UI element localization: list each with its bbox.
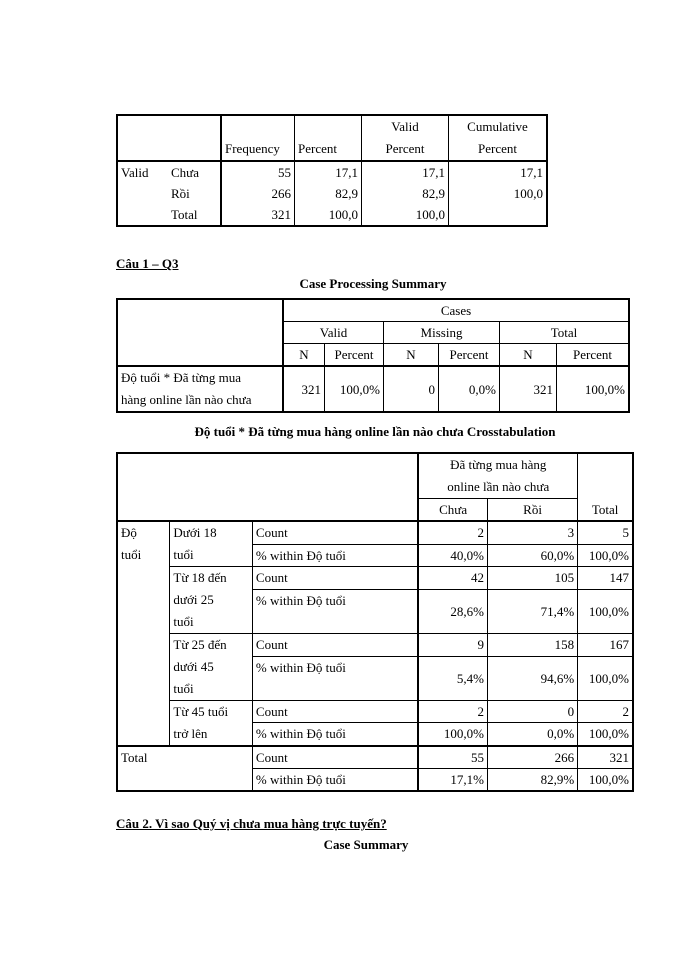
- cell: 100,0%: [578, 657, 633, 701]
- cell: 55: [221, 161, 295, 183]
- group-label: Từ 25 đến: [173, 637, 227, 652]
- stat-label: Count: [252, 701, 418, 723]
- cell: 0: [384, 366, 439, 412]
- cell: 17,1: [295, 161, 362, 183]
- n-header: N: [384, 344, 439, 367]
- cell: 5: [578, 521, 633, 544]
- valid-header: Valid: [283, 322, 384, 344]
- row-label: Rồi: [171, 186, 190, 201]
- cell: 2: [418, 521, 487, 544]
- cell: 321: [578, 746, 633, 769]
- stat-label: % within Độ tuổi: [252, 723, 418, 746]
- cell: 0,0%: [487, 723, 577, 746]
- percent-header: Percent: [439, 344, 500, 367]
- stat-label: % within Độ tuổi: [252, 590, 418, 634]
- stat-label: Count: [252, 521, 418, 544]
- cases-header: Cases: [283, 299, 629, 322]
- table-row: [117, 701, 633, 723]
- cell: 17,1: [362, 161, 449, 183]
- cell: 60,0%: [487, 544, 577, 567]
- group-label: dưới 45: [173, 659, 214, 674]
- stat-label: Count: [252, 634, 418, 657]
- table-row: [117, 746, 633, 769]
- stat-label: Count: [252, 567, 418, 590]
- frequency-table: [116, 114, 548, 227]
- col-chua: Chưa: [418, 499, 487, 522]
- row-label: Chưa: [171, 165, 199, 180]
- total-label: Total: [117, 746, 252, 791]
- group-label: Dưới 18: [173, 525, 217, 540]
- n-header: N: [283, 344, 325, 367]
- cell: 100,0%: [578, 544, 633, 567]
- group-label: tuổi: [173, 547, 194, 562]
- row-var-2: tuổi: [121, 547, 142, 562]
- cell: 82,9: [362, 183, 449, 204]
- col-valid-1: Valid: [391, 119, 419, 134]
- cell: 147: [578, 567, 633, 590]
- cell: 3: [487, 521, 577, 544]
- col-percent: Percent: [298, 141, 337, 156]
- percent-header: Percent: [325, 344, 384, 367]
- case-processing-title: Case Processing Summary: [299, 276, 447, 291]
- stat-label: % within Độ tuổi: [252, 657, 418, 701]
- cell: 158: [487, 634, 577, 657]
- cell: 100,0: [362, 204, 449, 226]
- cell: 321: [221, 204, 295, 226]
- cell: 82,9%: [487, 769, 577, 792]
- total-header: Total: [500, 322, 630, 344]
- cell: 321: [500, 366, 557, 412]
- n-header: N: [500, 344, 557, 367]
- cell: 100,0%: [557, 366, 630, 412]
- stat-label: % within Độ tuổi: [252, 769, 418, 792]
- col-group-2: online lần nào chưa: [447, 479, 550, 494]
- cell: 17,1: [449, 161, 548, 183]
- group-label: dưới 25: [173, 592, 214, 607]
- cell: 55: [418, 746, 487, 769]
- cell: 100,0%: [418, 723, 487, 746]
- col-roi: Rồi: [487, 499, 577, 522]
- section-heading-q2: Câu 2. Vì sao Quý vị chưa mua hàng trực tuyến?: [116, 816, 387, 831]
- table-row: [117, 634, 633, 657]
- group-label: tuổi: [173, 681, 194, 696]
- cell: 266: [221, 183, 295, 204]
- group-label: Từ 45 tuổi: [173, 704, 229, 719]
- cell: 82,9: [295, 183, 362, 204]
- cell: 167: [578, 634, 633, 657]
- cell: 100,0%: [578, 590, 633, 634]
- row-label: Total: [171, 207, 198, 222]
- cell: 71,4%: [487, 590, 577, 634]
- cell: 5,4%: [418, 657, 487, 701]
- group-label: tuổi: [173, 614, 194, 629]
- cell: 100,0%: [578, 769, 633, 792]
- cell: 0: [487, 701, 577, 723]
- crosstab-table: [116, 452, 634, 792]
- table-row: [117, 366, 629, 412]
- group-label: Từ 18 đến: [173, 570, 227, 585]
- table-row: [117, 183, 547, 204]
- cell: 100,0: [449, 183, 548, 204]
- cell: 42: [418, 567, 487, 590]
- cell: 40,0%: [418, 544, 487, 567]
- table-row: [117, 161, 547, 183]
- row-label: Độ tuổi * Đã từng mua: [121, 370, 242, 385]
- col-group-1: Đã từng mua hàng: [450, 457, 547, 472]
- cell: 266: [487, 746, 577, 769]
- col-frequency: Frequency: [225, 141, 280, 156]
- group-label: trở lên: [173, 726, 208, 741]
- stat-label: Count: [252, 746, 418, 769]
- cell: 94,6%: [487, 657, 577, 701]
- cell: 321: [283, 366, 325, 412]
- cell: 105: [487, 567, 577, 590]
- col-cumulative-2: Percent: [478, 141, 517, 156]
- stat-label: % within Độ tuổi: [252, 544, 418, 567]
- col-valid-2: Percent: [385, 141, 425, 156]
- missing-header: Missing: [384, 322, 500, 344]
- table-row: [117, 567, 633, 590]
- cell: 100,0%: [578, 723, 633, 746]
- percent-header: Percent: [557, 344, 630, 367]
- col-total: Total: [578, 499, 633, 522]
- section-heading-q1: Câu 1 – Q3: [116, 256, 179, 271]
- case-summary-title: Case Summary: [323, 837, 409, 852]
- group-label: Valid: [121, 165, 149, 180]
- table-row: [117, 204, 547, 226]
- cell: 100,0%: [325, 366, 384, 412]
- cell: 9: [418, 634, 487, 657]
- cell: 2: [418, 701, 487, 723]
- cell: 0,0%: [439, 366, 500, 412]
- crosstab-title: Độ tuổi * Đã từng mua hàng online lần nào chưa Crosstabulation: [194, 424, 556, 439]
- case-processing-table: [116, 298, 630, 413]
- cell: 28,6%: [418, 590, 487, 634]
- cell: 17,1%: [418, 769, 487, 792]
- row-var-1: Độ: [121, 525, 137, 540]
- row-label: hàng online lần nào chưa: [121, 392, 252, 407]
- cell: 2: [578, 701, 633, 723]
- col-cumulative-1: Cumulative: [467, 119, 528, 134]
- cell: 100,0: [295, 204, 362, 226]
- cell: [449, 204, 548, 226]
- table-row: [117, 521, 633, 544]
